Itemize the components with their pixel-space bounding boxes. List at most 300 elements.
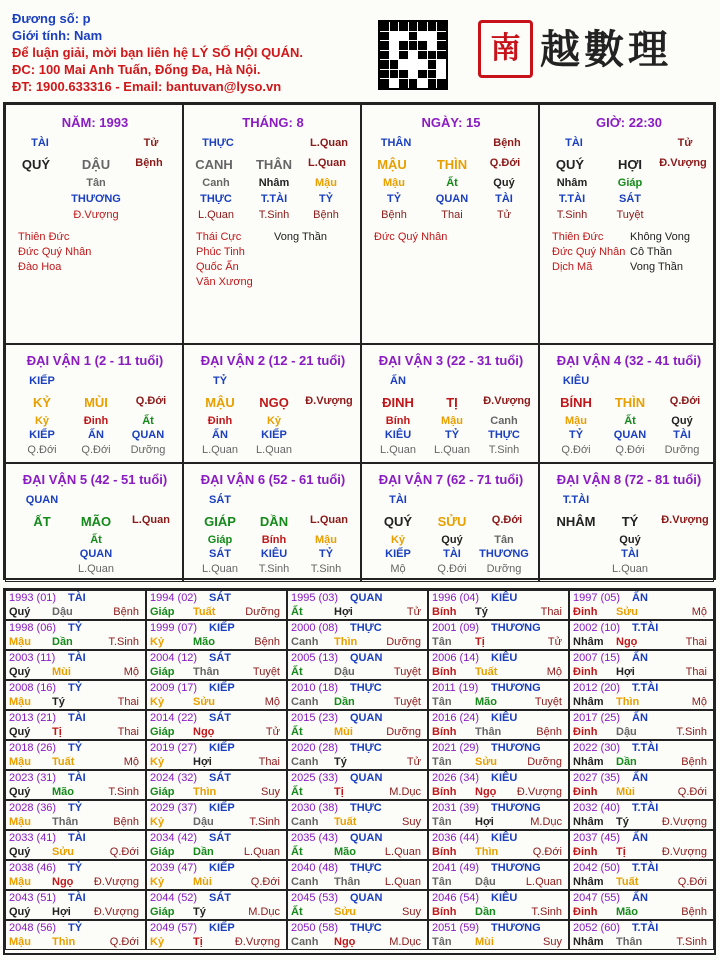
year-branch: Hợi xyxy=(475,816,494,828)
year-state: Q.Đới xyxy=(109,846,139,858)
hidden-god: TỶ xyxy=(318,193,334,205)
qr-module xyxy=(418,41,427,50)
year-state: T.Sinh xyxy=(531,906,562,918)
year-state: Mộ xyxy=(123,666,139,678)
qr-module xyxy=(380,41,389,50)
year-cell xyxy=(428,680,569,710)
year-god: TỶ xyxy=(68,622,83,634)
year-label: 2027 (35) xyxy=(573,772,621,784)
pillar-stem: QUÝ xyxy=(555,157,585,172)
year-label: 2045 (53) xyxy=(291,892,339,904)
hidden-god: SÁT xyxy=(209,548,231,560)
dai-van-branch: MÃO xyxy=(80,514,112,529)
year-label: 1996 (04) xyxy=(432,592,480,604)
hidden-stem: Mậu xyxy=(315,177,337,189)
hidden-stem: Đinh xyxy=(83,415,109,427)
year-god: T.TÀI xyxy=(632,922,659,934)
year-branch: Hợi xyxy=(616,666,635,678)
year-god: THỰC xyxy=(350,682,382,694)
year-state: M.Dục xyxy=(389,936,421,948)
hidden-god: QUAN xyxy=(131,429,165,441)
hidden-stem: Mậu xyxy=(315,534,337,546)
year-state: Thai xyxy=(117,696,139,708)
hidden-stem: Ất xyxy=(624,415,636,427)
qr-module xyxy=(399,70,408,79)
year-stem: Kỷ xyxy=(150,936,165,948)
dai-van-state: L.Quan xyxy=(132,514,170,526)
year-state: L.Quan xyxy=(525,876,562,888)
year-god: TỶ xyxy=(68,862,83,874)
star-item: Phúc Tinh xyxy=(196,246,245,258)
year-cell xyxy=(146,800,287,830)
year-cell xyxy=(287,890,428,920)
year-branch: Thìn xyxy=(616,696,640,708)
year-table xyxy=(3,588,716,955)
year-god: QUAN xyxy=(350,892,383,904)
dai-van-branch: DẦN xyxy=(259,514,289,529)
year-branch: Thân xyxy=(193,666,220,678)
hidden-stem: Mậu xyxy=(383,177,405,189)
year-stem: Kỷ xyxy=(150,816,165,828)
hidden-god: KIẾP xyxy=(261,429,287,441)
year-stem: Nhâm xyxy=(573,876,604,888)
year-label: 2019 (27) xyxy=(150,742,198,754)
year-god: TỶ xyxy=(68,742,83,754)
pillar-cell xyxy=(539,104,714,344)
year-cell xyxy=(569,620,714,650)
year-branch: Tý xyxy=(193,906,206,918)
dai-van-title: ĐẠI VẬN 6 (52 - 61 tuổi) xyxy=(200,472,346,487)
year-stem: Canh xyxy=(291,636,319,648)
year-god: THƯƠNG xyxy=(491,922,541,934)
dai-van-stem: QUÝ xyxy=(383,514,413,529)
year-label: 2044 (52) xyxy=(150,892,198,904)
year-branch: Hợi xyxy=(334,606,353,618)
hidden-stem: Canh xyxy=(202,177,230,189)
qr-module xyxy=(380,22,389,31)
pillar-main-state: L.Quan xyxy=(310,137,348,149)
hidden-god: THỰC xyxy=(200,193,232,205)
hidden-state: Dưỡng xyxy=(486,563,522,575)
qr-module xyxy=(399,32,408,41)
year-branch: Mão xyxy=(52,786,74,798)
year-branch: Tị xyxy=(616,846,626,858)
hidden-god: TỶ xyxy=(386,193,402,205)
hidden-stem: Kỷ xyxy=(266,415,282,427)
dai-van-branch: THÌN xyxy=(614,395,646,410)
year-cell xyxy=(146,620,287,650)
dai-van-title: ĐẠI VẬN 2 (12 - 21 tuổi) xyxy=(200,353,346,368)
year-cell xyxy=(5,890,146,920)
year-state: T.Sinh xyxy=(108,636,139,648)
year-cell xyxy=(569,860,714,890)
dai-van-god: QUAN xyxy=(25,494,59,506)
year-god: THỰC xyxy=(350,622,382,634)
year-stem: Nhâm xyxy=(573,756,604,768)
hidden-god: TỶ xyxy=(444,429,460,441)
qr-module xyxy=(390,32,399,41)
year-branch: Thân xyxy=(616,936,643,948)
year-god: KIẾP xyxy=(209,742,235,754)
year-god: THƯƠNG xyxy=(491,802,541,814)
dai-van-cell xyxy=(539,344,714,463)
year-stem: Giáp xyxy=(150,666,175,678)
dai-van-god: TÀI xyxy=(389,494,407,506)
year-label: 2018 (26) xyxy=(9,742,57,754)
year-cell xyxy=(569,830,714,860)
qr-module xyxy=(428,41,437,50)
year-cell xyxy=(5,590,146,620)
year-god: ẤN xyxy=(632,772,648,784)
year-label: 2038 (46) xyxy=(9,862,57,874)
star-item: Đức Quý Nhân xyxy=(18,246,92,258)
year-cell xyxy=(287,770,428,800)
year-label: 2051 (59) xyxy=(432,922,480,934)
year-stem: Canh xyxy=(291,696,319,708)
year-label: 2002 (10) xyxy=(573,622,621,634)
qr-module xyxy=(380,70,389,79)
year-god: KIẾP xyxy=(209,802,235,814)
pillar-main-god: TÀI xyxy=(565,137,583,149)
pillar-branch: DẬU xyxy=(81,157,111,172)
year-god: T.TÀI xyxy=(632,682,659,694)
year-cell xyxy=(428,590,569,620)
year-stem: Giáp xyxy=(150,606,175,618)
year-stem: Đinh xyxy=(573,786,598,798)
year-branch: Dậu xyxy=(334,666,355,678)
qr-module xyxy=(399,60,408,69)
qr-module xyxy=(390,41,399,50)
year-state: Mộ xyxy=(123,756,139,768)
year-state: Đ.Vượng xyxy=(516,786,562,798)
year-state: Dưỡng xyxy=(386,636,421,648)
year-label: 1999 (07) xyxy=(150,622,198,634)
dai-van-cell xyxy=(183,344,361,463)
dai-van-god: KIÊU xyxy=(562,375,590,387)
year-god: TỶ xyxy=(68,802,83,814)
hidden-god: TỶ xyxy=(568,429,584,441)
qr-module xyxy=(390,60,399,69)
hidden-stem: Canh xyxy=(490,415,518,427)
hidden-god: SÁT xyxy=(619,193,641,205)
star-item: Không Vong xyxy=(630,231,690,243)
year-label: 1997 (05) xyxy=(573,592,621,604)
year-state: Tử xyxy=(406,606,421,618)
year-stem: Ất xyxy=(291,846,303,858)
year-stem: Kỷ xyxy=(150,876,165,888)
year-label: 2029 (37) xyxy=(150,802,198,814)
year-label: 2003 (11) xyxy=(9,652,56,664)
year-branch: Dần xyxy=(52,636,73,648)
year-stem: Tân xyxy=(432,696,452,708)
pillar-main-god: THÂN xyxy=(380,137,412,149)
year-state: Q.Đới xyxy=(677,876,707,888)
year-cell xyxy=(146,830,287,860)
owner-name: Đương số: p xyxy=(12,11,91,26)
pillar-stem: QUÝ xyxy=(21,157,51,172)
year-label: 2022 (30) xyxy=(573,742,621,754)
qr-module xyxy=(390,51,399,60)
year-cell xyxy=(287,590,428,620)
year-state: Tuyệt xyxy=(534,696,562,708)
year-god: QUAN xyxy=(350,652,383,664)
year-god: SÁT xyxy=(209,832,231,844)
year-cell xyxy=(146,680,287,710)
year-stem: Bính xyxy=(432,846,457,858)
year-label: 2009 (17) xyxy=(150,682,198,694)
hidden-state: Q.Đới xyxy=(561,444,591,456)
year-branch: Tị xyxy=(52,726,62,738)
year-state: Dưỡng xyxy=(527,756,562,768)
year-cell xyxy=(428,770,569,800)
hidden-state: L.Quan xyxy=(197,209,235,221)
year-stem: Canh xyxy=(291,816,319,828)
qr-module xyxy=(390,22,399,31)
address-line: ĐC: 100 Mai Anh Tuấn, Đống Đa, Hà Nội. xyxy=(12,62,261,77)
year-state: Bệnh xyxy=(681,756,707,768)
pillar-stem: MẬU xyxy=(377,157,407,172)
pillar-main-state: Tử xyxy=(677,137,693,149)
year-state: Bệnh xyxy=(536,726,562,738)
dai-van-cell xyxy=(361,463,539,582)
hidden-state: L.Quan xyxy=(201,444,239,456)
year-state: Tử xyxy=(547,636,562,648)
year-label: 2036 (44) xyxy=(432,832,480,844)
year-state: T.Sinh xyxy=(676,726,707,738)
star-item: Dịch Mã xyxy=(552,261,593,273)
hidden-god: KIẾP xyxy=(385,548,411,560)
qr-module xyxy=(409,79,418,88)
year-stem: Giáp xyxy=(150,906,175,918)
hidden-stem: Giáp xyxy=(207,534,233,546)
star-item: Thiên Đức xyxy=(552,231,604,243)
year-stem: Ất xyxy=(291,666,303,678)
hidden-state: T.Sinh xyxy=(556,209,588,221)
hidden-god: THỰC xyxy=(488,429,520,441)
year-branch: Mùi xyxy=(475,936,494,948)
year-stem: Mậu xyxy=(9,816,31,828)
hidden-state: L.Quan xyxy=(379,444,417,456)
year-state: Q.Đới xyxy=(250,876,280,888)
year-state: Mộ xyxy=(691,696,707,708)
hidden-stem: Ất xyxy=(142,415,154,427)
year-branch: Thân xyxy=(334,876,361,888)
year-branch: Tý xyxy=(334,756,347,768)
qr-module xyxy=(428,79,437,88)
year-god: KIẾP xyxy=(209,622,235,634)
year-branch: Thìn xyxy=(193,786,217,798)
year-god: QUAN xyxy=(350,712,383,724)
year-god: KIÊU xyxy=(491,592,518,604)
qr-module xyxy=(418,79,427,88)
qr-module xyxy=(380,51,389,60)
pillar-main-god: TÀI xyxy=(31,137,49,149)
year-god: ẤN xyxy=(632,892,648,904)
year-state: Đ.Vượng xyxy=(93,906,139,918)
year-stem: Ất xyxy=(291,606,303,618)
year-state: Suy xyxy=(543,936,562,948)
year-label: 2025 (33) xyxy=(291,772,339,784)
dai-van-cell xyxy=(183,463,361,582)
dai-van-cell xyxy=(539,463,714,582)
year-branch: Mùi xyxy=(52,666,71,678)
year-cell xyxy=(146,590,287,620)
hidden-state: L.Quan xyxy=(255,444,293,456)
qr-module xyxy=(428,51,437,60)
year-label: 2049 (57) xyxy=(150,922,198,934)
year-branch: Dậu xyxy=(52,606,73,618)
qr-module xyxy=(409,70,418,79)
year-label: 2040 (48) xyxy=(291,862,339,874)
pillar-main-state: Tử xyxy=(143,137,159,149)
hidden-god: THƯƠNG xyxy=(479,548,529,560)
year-branch: Dậu xyxy=(475,876,496,888)
dai-van-stem: KỶ xyxy=(32,395,52,410)
year-cell xyxy=(287,830,428,860)
dai-van-branch: MÙI xyxy=(84,395,108,410)
year-branch: Hợi xyxy=(52,906,71,918)
year-label: 2028 (36) xyxy=(9,802,57,814)
year-god: KIẾP xyxy=(209,682,235,694)
year-label: 2010 (18) xyxy=(291,682,339,694)
year-branch: Mùi xyxy=(334,726,353,738)
year-branch: Ngọ xyxy=(52,876,74,888)
qr-module xyxy=(437,51,446,60)
qr-module xyxy=(437,22,446,31)
dai-van-title: ĐẠI VẬN 1 (2 - 11 tuổi) xyxy=(26,353,164,368)
qr-module xyxy=(399,41,408,50)
hidden-god: ẤN xyxy=(88,429,104,441)
year-cell xyxy=(287,860,428,890)
year-god: TỶ xyxy=(68,922,83,934)
year-god: THƯƠNG xyxy=(491,742,541,754)
year-state: Bệnh xyxy=(113,816,139,828)
year-god: TỶ xyxy=(68,682,83,694)
star-item: Quốc Ấn xyxy=(196,261,239,273)
year-state: Q.Đới xyxy=(677,786,707,798)
year-branch: Tị xyxy=(475,636,485,648)
hidden-state: Tuyệt xyxy=(616,209,644,221)
year-state: Suy xyxy=(261,786,280,798)
year-god: THƯƠNG xyxy=(491,622,541,634)
pillar-state: Q.Đới xyxy=(489,157,521,169)
hidden-god: KIẾP xyxy=(29,429,55,441)
hidden-stem: Quý xyxy=(441,534,463,546)
year-god: SÁT xyxy=(209,652,231,664)
year-god: KIÊU xyxy=(491,892,518,904)
qr-module xyxy=(409,60,418,69)
year-stem: Tân xyxy=(432,816,452,828)
dai-van-branch: TÝ xyxy=(621,514,639,529)
year-state: Mộ xyxy=(546,666,562,678)
year-cell xyxy=(428,920,569,950)
year-branch: Dần xyxy=(616,756,637,768)
year-cell xyxy=(5,620,146,650)
year-god: T.TÀI xyxy=(632,742,659,754)
year-stem: Canh xyxy=(291,876,319,888)
year-state: Dưỡng xyxy=(386,726,421,738)
dai-van-stem: ĐINH xyxy=(382,395,414,410)
year-label: 1994 (02) xyxy=(150,592,198,604)
year-god: TÀI xyxy=(68,652,86,664)
hidden-stem: Quý xyxy=(493,177,515,189)
year-stem: Bính xyxy=(432,606,457,618)
year-god: THƯƠNG xyxy=(491,682,541,694)
year-cell xyxy=(146,860,287,890)
hidden-stem: Kỷ xyxy=(390,534,406,546)
year-stem: Quý xyxy=(9,846,31,858)
year-branch: Hợi xyxy=(193,756,212,768)
qr-module xyxy=(418,60,427,69)
year-god: QUAN xyxy=(350,832,383,844)
year-branch: Thìn xyxy=(475,846,499,858)
qr-module xyxy=(437,32,446,41)
year-branch: Sửu xyxy=(616,606,639,618)
year-stem: Giáp xyxy=(150,726,175,738)
year-label: 2031 (39) xyxy=(432,802,480,814)
hidden-stem: Quý xyxy=(619,534,641,546)
year-branch: Tý xyxy=(616,816,629,828)
year-state: Suy xyxy=(402,816,421,828)
year-label: 1995 (03) xyxy=(291,592,339,604)
year-branch: Dần xyxy=(193,846,214,858)
year-stem: Kỷ xyxy=(150,756,165,768)
hidden-state: Bệnh xyxy=(313,209,339,221)
year-label: 2023 (31) xyxy=(9,772,57,784)
year-state: Tuyệt xyxy=(252,666,280,678)
year-god: TÀI xyxy=(68,592,86,604)
year-label: 2021 (29) xyxy=(432,742,480,754)
star-item: Vong Thần xyxy=(274,231,328,243)
year-stem: Bính xyxy=(432,666,457,678)
dai-van-title: ĐẠI VẬN 4 (32 - 41 tuổi) xyxy=(556,353,702,368)
year-stem: Mậu xyxy=(9,636,31,648)
dai-van-title: ĐẠI VẬN 7 (62 - 71 tuổi) xyxy=(378,472,524,487)
year-label: 2026 (34) xyxy=(432,772,480,784)
hidden-state: Dưỡng xyxy=(130,444,166,456)
hidden-stem: Bính xyxy=(261,534,287,546)
year-stem: Nhâm xyxy=(573,636,604,648)
year-branch: Thìn xyxy=(52,936,76,948)
year-state: T.Sinh xyxy=(676,936,707,948)
year-state: Suy xyxy=(402,906,421,918)
year-stem: Canh xyxy=(291,756,319,768)
year-cell xyxy=(428,620,569,650)
year-branch: Ngọ xyxy=(334,936,356,948)
year-branch: Thìn xyxy=(334,636,358,648)
phone-email-line: ĐT: 1900.633316 - Email: bantuvan@lyso.vn xyxy=(12,79,282,94)
year-cell xyxy=(287,680,428,710)
pillar-title: THÁNG: 8 xyxy=(242,115,304,130)
year-cell xyxy=(5,860,146,890)
year-stem: Bính xyxy=(432,906,457,918)
year-god: THỰC xyxy=(350,802,382,814)
year-branch: Ngọ xyxy=(616,636,638,648)
year-state: Bệnh xyxy=(681,906,707,918)
year-god: KIÊU xyxy=(491,772,518,784)
year-state: Đ.Vượng xyxy=(93,876,139,888)
year-stem: Ất xyxy=(291,726,303,738)
year-label: 2046 (54) xyxy=(432,892,480,904)
qr-module xyxy=(418,32,427,41)
pillar-cell xyxy=(5,104,183,344)
dai-van-title: ĐẠI VẬN 3 (22 - 31 tuổi) xyxy=(378,353,524,368)
year-state: Mộ xyxy=(691,606,707,618)
qr-module xyxy=(390,79,399,88)
year-state: M.Dục xyxy=(389,786,421,798)
hidden-stem: Giáp xyxy=(617,177,643,189)
year-cell xyxy=(569,920,714,950)
